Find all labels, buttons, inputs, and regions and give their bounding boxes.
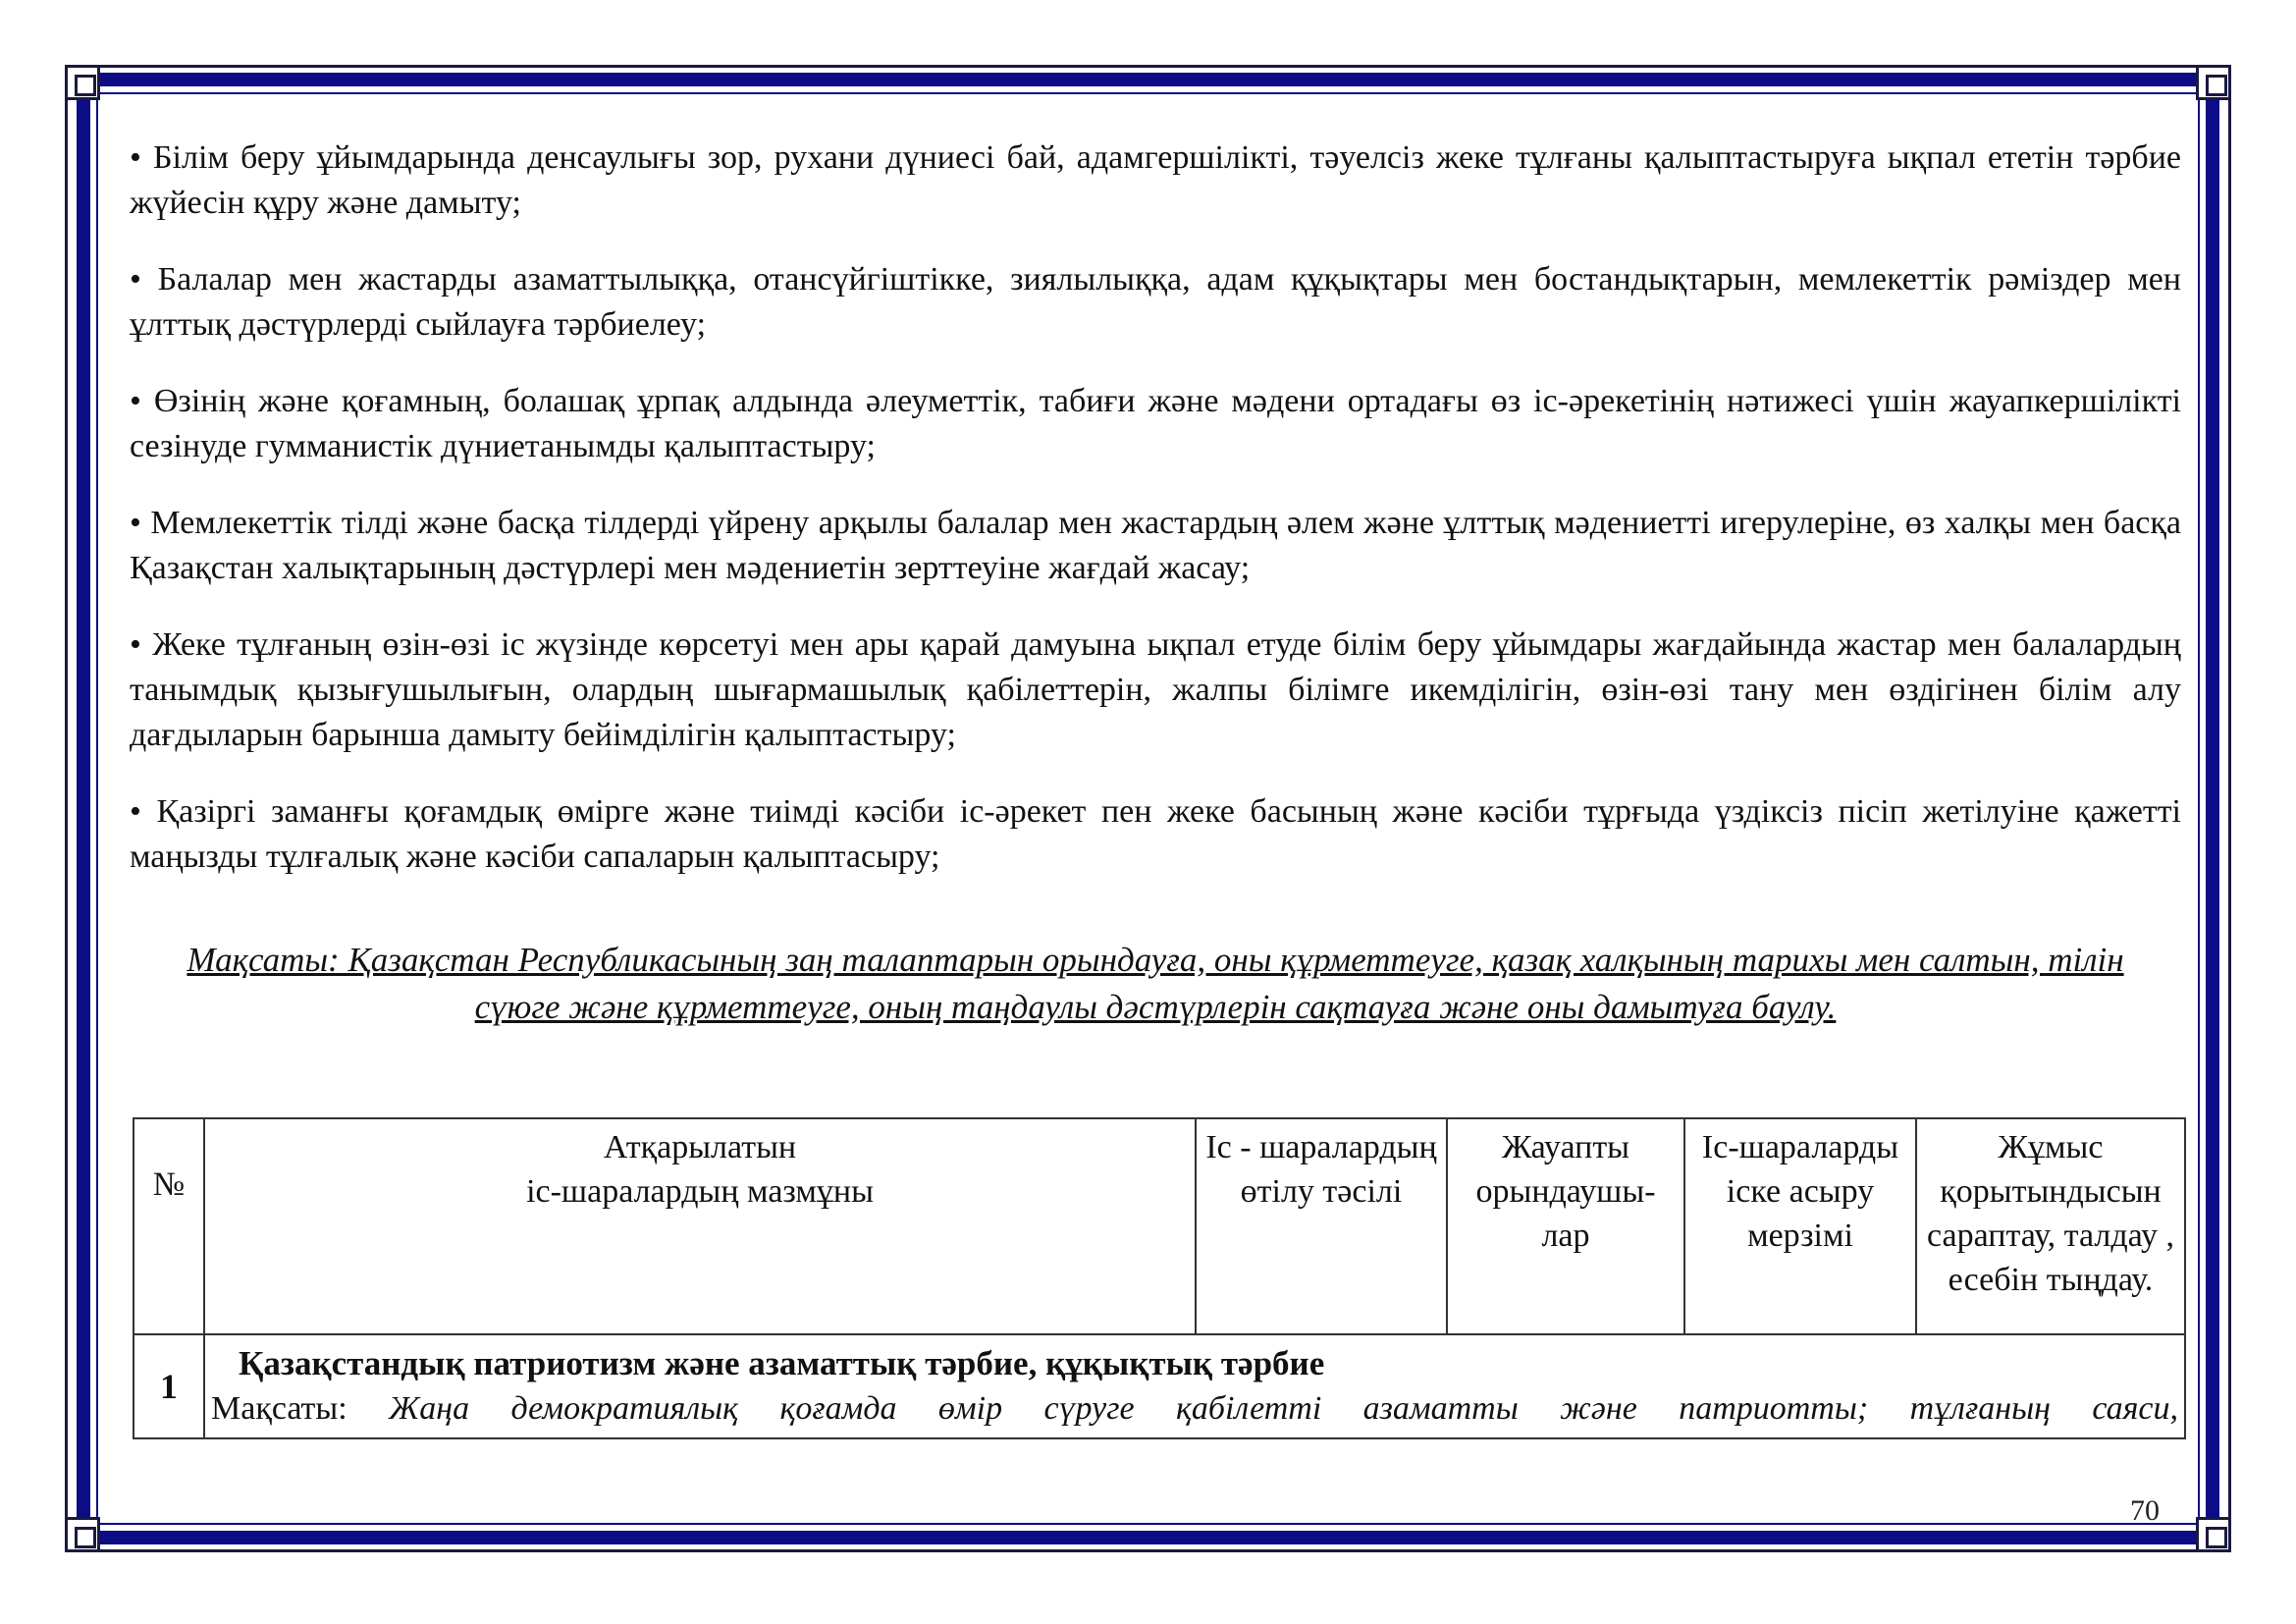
header-report: Жұмыс қорытындысын сараптау, талдау , есебін тыңдау.: [1916, 1118, 2185, 1334]
frame-corner-ornament: [65, 65, 100, 100]
frame-corner-ornament: [65, 1517, 100, 1552]
section-title: Қазақстандық патриотизм және азаматтық тәрбие, құқықтық тәрбие: [239, 1344, 1325, 1382]
header-responsible: Жауапты орындаушы-лар: [1447, 1118, 1684, 1334]
header-deadline: Іс-шараларды іске асыру мерзімі: [1684, 1118, 1916, 1334]
bullet-paragraph: • Қазіргі заманғы қоғамдық өмірге және тиімді кәсіби іс-әрекет пен жеке басының және кәсіби тұрғыда үздіксіз пісіп жетілуіне қажетті маңызды тұлғалық және кәсіби сапаларын қалыптасыру;: [130, 793, 2181, 875]
frame-corner-ornament: [2196, 65, 2231, 100]
section-goal-text: Жаңа демократиялық қоғамда өмір сүруге қабілетті азаматты және патриотты; тұлғаның саяси,: [389, 1390, 2178, 1427]
header-method: Іс - шаралардың өтілу тәсілі: [1196, 1118, 1447, 1334]
header-number: №: [133, 1118, 204, 1334]
bullet-paragraph: • Өзінің және қоғамның, болашақ ұрпақ алдында әлеуметтік, табиғи және мәдени ортадағы өз іс-әрекетінің нәтижесі үшін жауапкершілікті сезінуде гумманистік дүниетанымды қалыптастыру;: [130, 383, 2181, 464]
bullet-paragraph: • Мемлекеттік тілді және басқа тілдерді үйрену арқылы балалар мен жастардың әлем және ұлттық мәдениетті игерулеріне, өз халқы мен басқа Қазақстан халықтарының дәстүрлері мен мәдениетін зерттеуіне жағдай жасау;: [130, 505, 2181, 586]
page-number: 70: [2130, 1494, 2160, 1527]
document-body: [130, 135, 2181, 1031]
activity-plan-table: [133, 1117, 2186, 1439]
section-goal: [211, 1386, 2178, 1432]
goal-statement: Мақсаты: Қазақстан Республикасының заң талаптарын орындауға, оны құрметтеуге, қазақ халқының тарихы мен салтын, тілін сүюге және құрметтеуге, оның таңдаулы дәстүрлерін сақтауға және оны дамытуға баулу.: [187, 941, 2124, 1026]
header-content: Атқарылатын іс-шаралардың мазмұны: [204, 1118, 1196, 1334]
row-number: 1: [133, 1334, 204, 1438]
bullet-paragraph: • Жеке тұлғаның өзін-өзі іс жүзінде көрсетуі мен ары қарай дамуына ықпал етуде білім беру ұйымдары жағдайында жастар мен балалардың танымдық қызығушылығын, олардың шығармашылық қабілеттерін, жалпы білімге икемділігін, өзін-өзі тану мен өздігінен білім алу дағдыларын барынша дамыту бейімділігін қалыптастыру;: [130, 626, 2181, 753]
frame-corner-ornament: [2196, 1517, 2231, 1552]
table-header-row: [133, 1118, 2185, 1334]
section-goal-label: Мақсаты:: [211, 1390, 390, 1427]
bullet-paragraph: • Білім беру ұйымдарында денсаулығы зор, рухани дүниесі бай, адамгершілікті, тәуелсіз жеке тұлғаны қалыптастыруға ықпал ететін тәрбие жүйесін құру және дамыту;: [130, 139, 2181, 221]
row-section: [204, 1334, 2185, 1438]
bullet-paragraph: • Балалар мен жастарды азаматтылыққа, отансүйгіштікке, зиялылыққа, адам құқықтары мен бостандықтарын, мемлекеттік рәміздер мен ұлттық дәстүрлерді сыйлауға тәрбиелеу;: [130, 261, 2181, 343]
table-row: [133, 1334, 2185, 1438]
